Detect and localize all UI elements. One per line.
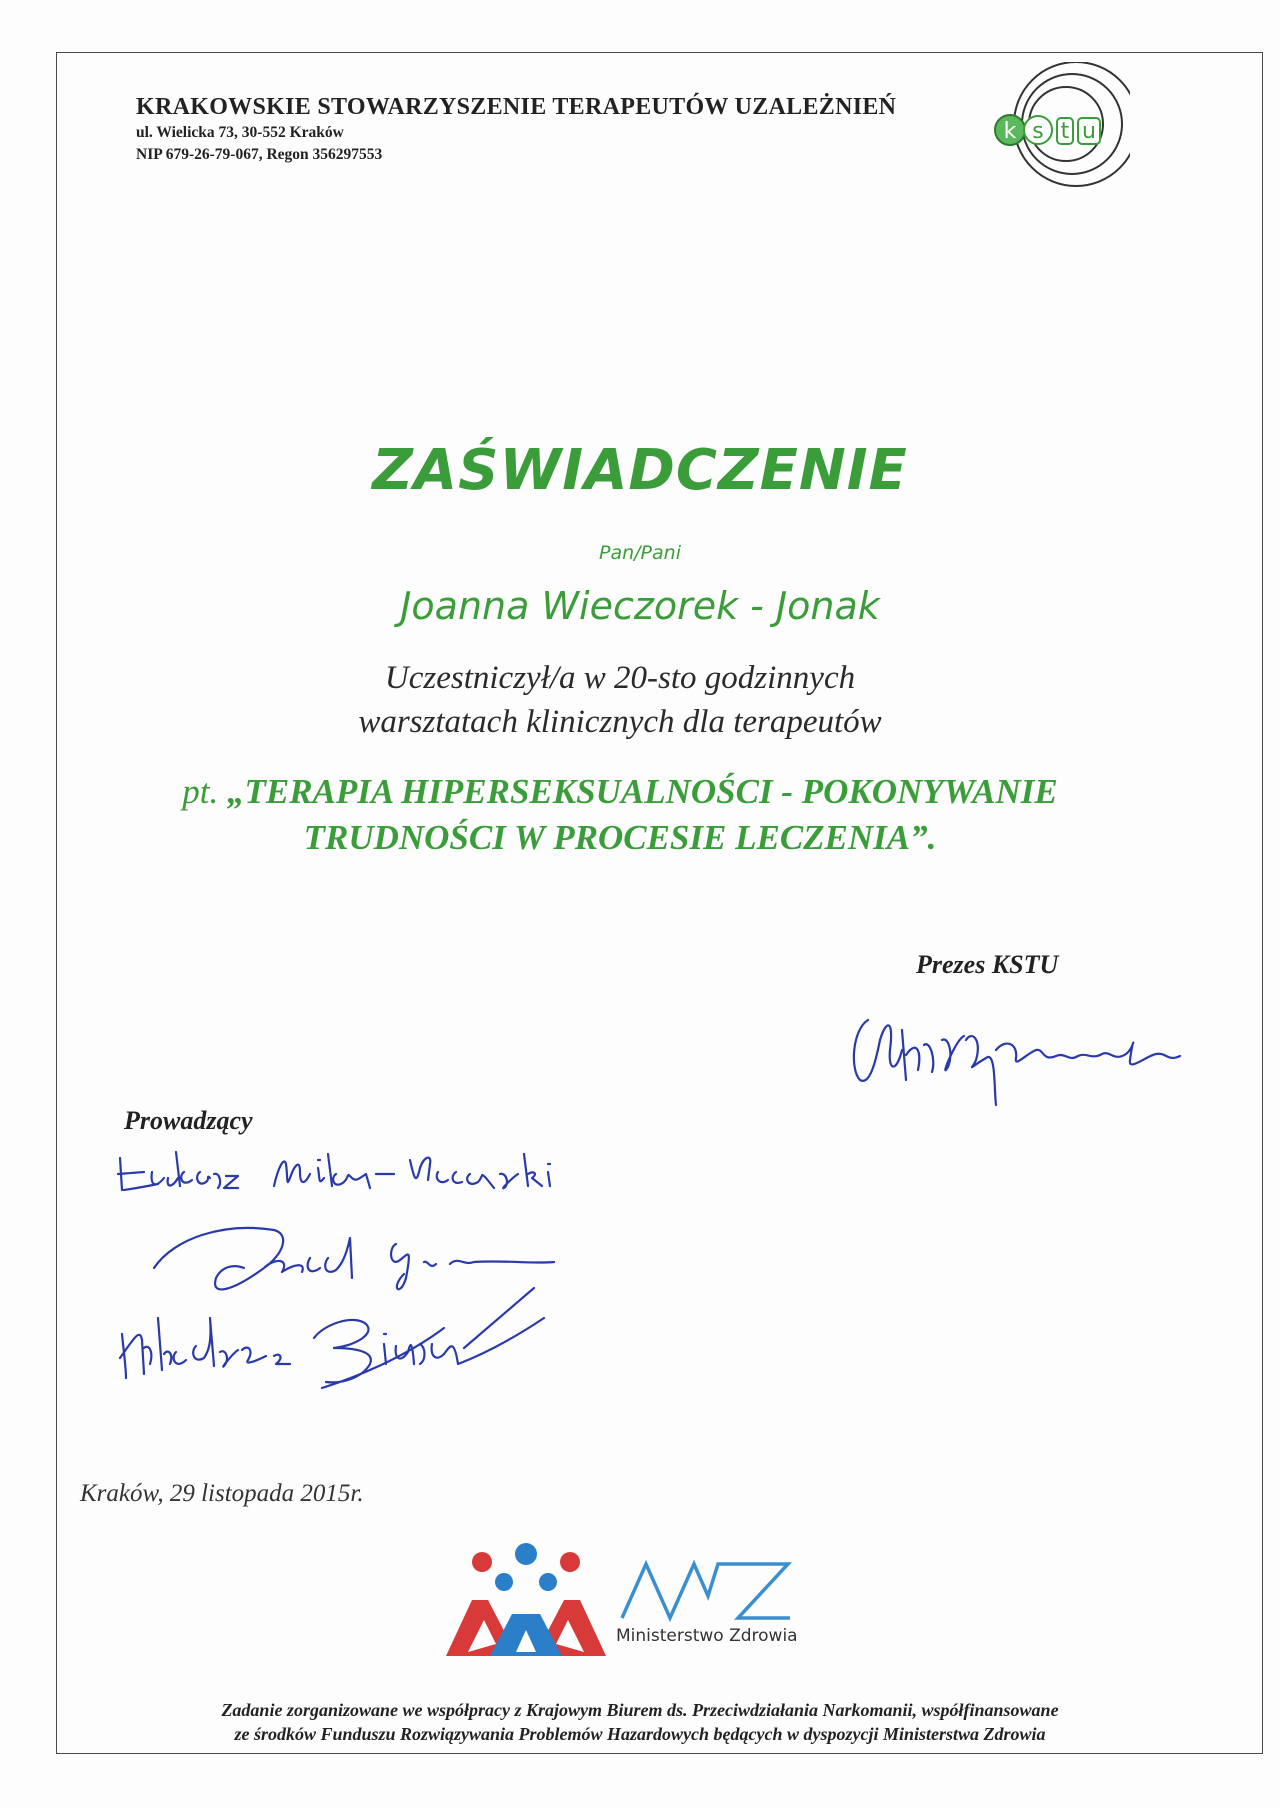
kbpn-logo: [432, 1540, 622, 1670]
president-signature: [846, 1000, 1226, 1110]
leaders-signatures: [114, 1138, 674, 1398]
body-line-1: Uczestniczył/a w 20-sto godzinnych: [384, 660, 856, 696]
footer-line-1: Zadanie zorganizowane we współpracy z Krajowym Biurem ds. Przeciwdziałania Narkomanii, współfinansowane: [221, 1700, 1059, 1720]
organization-address: ul. Wielicka 73, 30-552 Kraków: [136, 124, 344, 141]
mz-logo: [618, 1556, 798, 1624]
logo-letter-u: u: [1082, 119, 1096, 144]
logo-letter-t: t: [1060, 119, 1070, 144]
organization-ids: NIP 679-26-79-067, Regon 356297553: [136, 146, 383, 163]
logo-letter-s: s: [1032, 119, 1044, 144]
ministry-name: Ministerstwo Zdrowia: [616, 1626, 798, 1646]
logo-letter-k: k: [1003, 119, 1017, 144]
president-label: Prezes KSTU: [916, 950, 1059, 979]
organization-name: KRAKOWSKIE STOWARZYSZENIE TERAPEUTÓW UZALEŻNIEŃ: [136, 94, 897, 120]
body-line-2: warsztatach klinicznych dla terapeutów: [358, 704, 882, 740]
workshop-title-line-1: [0, 772, 1240, 812]
workshop-title-line-2: TRUDNOŚCI W PROCESIE LECZENIA”.: [303, 818, 937, 857]
salutation: Pan/Pani: [599, 542, 681, 564]
workshop-prefix: pt.: [182, 772, 219, 811]
certificate-title: ZAŚWIADCZENIE: [372, 438, 908, 503]
leaders-label: Prowadzący: [124, 1106, 253, 1135]
place-and-date: Kraków, 29 listopada 2015r.: [80, 1480, 364, 1507]
kstu-logo: [990, 62, 1130, 192]
workshop-title-part-1: „TERAPIA HIPERSEKSUALNOŚCI - POKONYWANIE: [226, 772, 1058, 811]
recipient-name: Joanna Wieczorek - Jonak: [400, 584, 880, 628]
footer-line-2: ze środków Funduszu Rozwiązywania Problemów Hazardowych będących w dyspozycji Ministerstwa Zdrowia: [234, 1724, 1046, 1744]
